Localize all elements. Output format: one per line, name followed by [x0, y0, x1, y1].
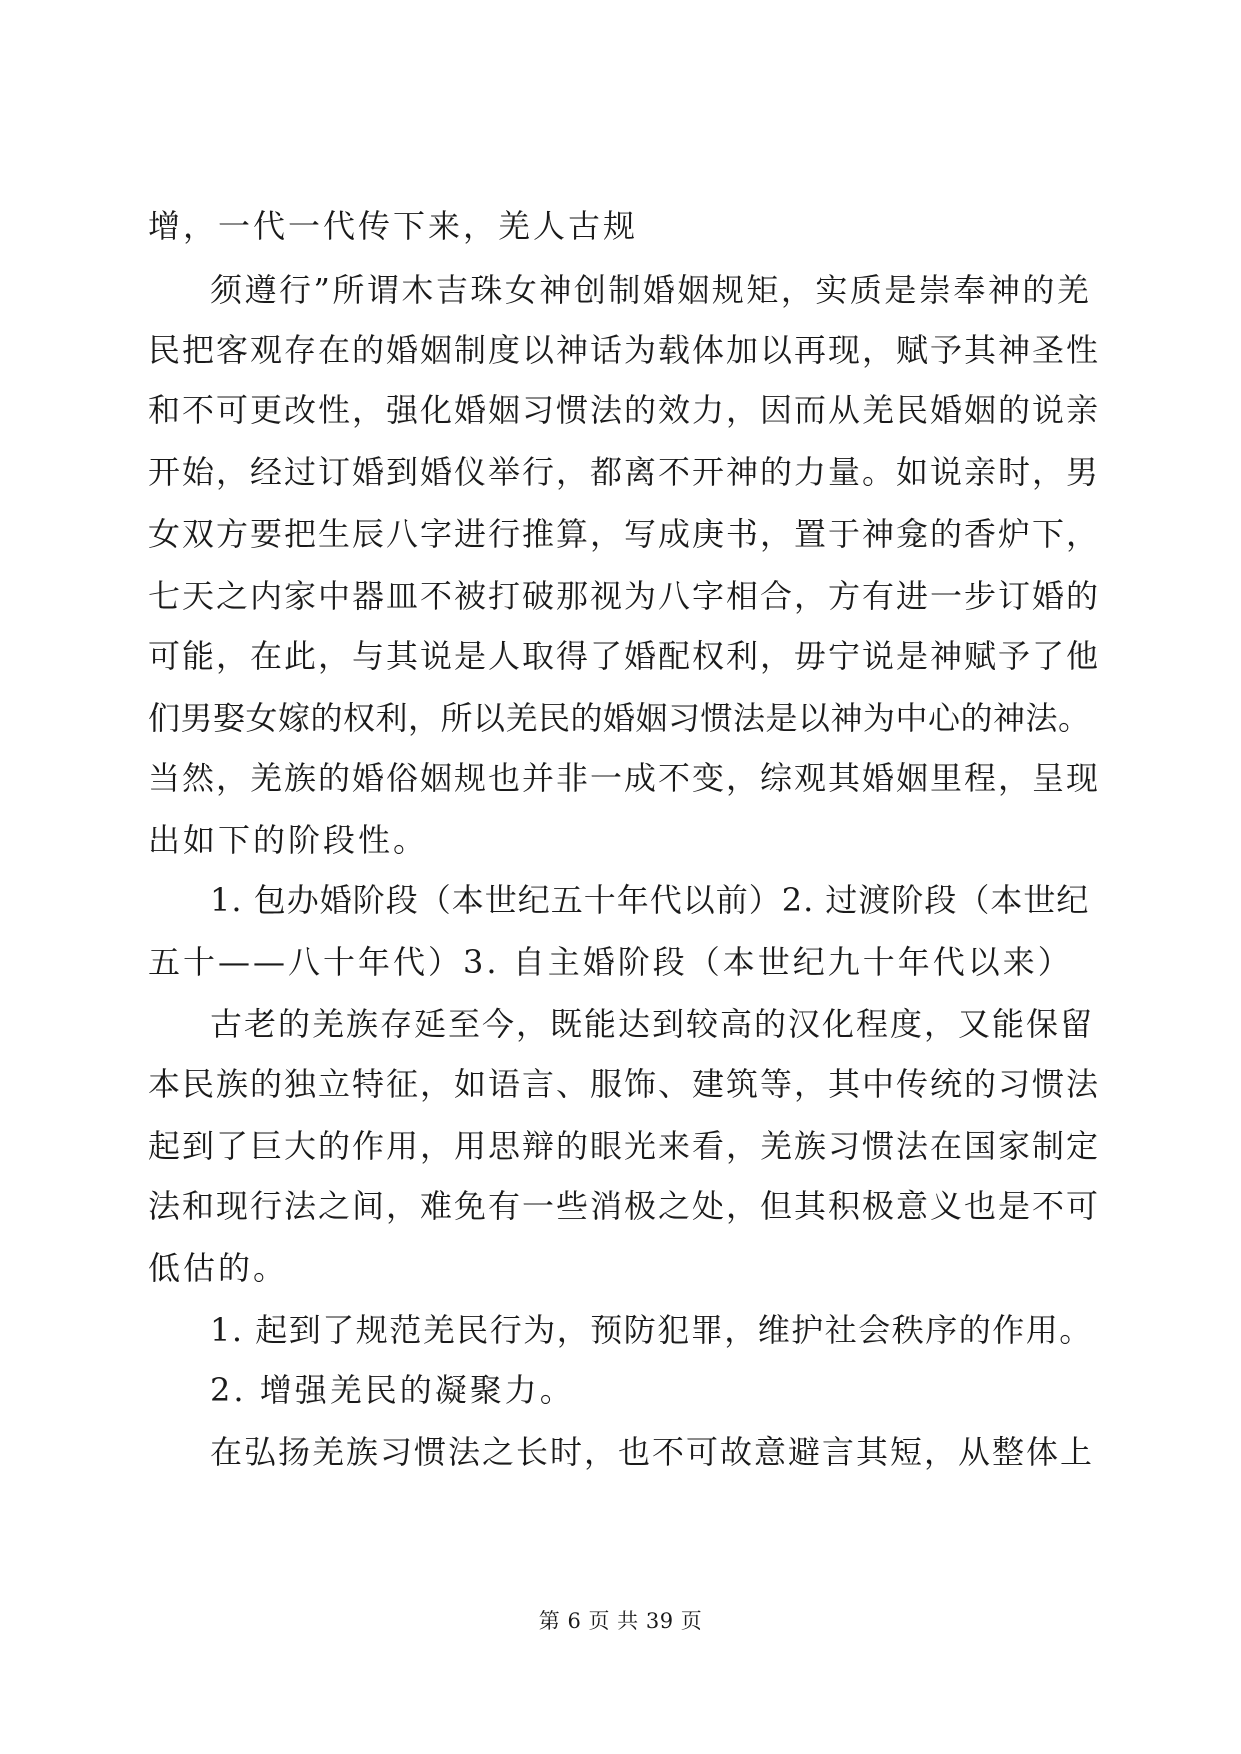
text-line: 低估的。 [148, 1249, 289, 1287]
text-line: 本民族的独立特征，如语言、服饰、建筑等，其中传统的习惯法 [148, 1065, 1101, 1103]
text-line: 须遵行”所谓木吉珠女神创制婚姻规矩，实质是崇奉神的羌 [210, 271, 1092, 309]
text-line: 法和现行法之间，难免有一些消极之处，但其积极意义也是不可 [148, 1187, 1101, 1225]
text-line: 增，一代一代传下来，羌人古规 [148, 207, 639, 245]
numbered-line: 1. 包办婚阶段（本世纪五十年代以前）2. 过渡阶段（本世纪 [210, 881, 1090, 919]
text-line: 女双方要把生辰八字进行推算，写成庚书，置于神龛的香炉下， [148, 515, 1101, 553]
page-number-footer: 第 6 页 共 39 页 [538, 1609, 703, 1633]
text-line: 七天之内家中器皿不被打破那视为八字相合，方有进一步订婚的 [148, 577, 1101, 615]
text-line: 出如下的阶段性。 [148, 821, 429, 859]
text-line: 们男娶女嫁的权利，所以羌民的婚姻习惯法是以神为中心的神法。 [148, 699, 1091, 737]
text-line: 在弘扬羌族习惯法之长时，也不可故意避言其短，从整体上 [210, 1433, 1095, 1471]
text-line: 民把客观存在的婚姻制度以神话为载体加以再现，赋予其神圣性 [148, 331, 1101, 369]
text-line: 五十——八十年代）3. 自主婚阶段（本世纪九十年代以来） [148, 943, 1073, 981]
text-line: 和不可更改性，强化婚姻习惯法的效力，因而从羌民婚姻的说亲 [148, 391, 1101, 429]
text-line: 古老的羌族存延至今，既能达到较高的汉化程度，又能保留 [210, 1005, 1095, 1043]
text-line: 起到了巨大的作用，用思辩的眼光来看，羌族习惯法在国家制定 [148, 1127, 1101, 1165]
text-line: 当然，羌族的婚俗姻规也并非一成不变，综观其婚姻里程，呈现 [148, 759, 1101, 797]
numbered-line: 2. 增强羌民的凝聚力。 [210, 1371, 575, 1409]
text-line: 可能，在此，与其说是人取得了婚配权利，毋宁说是神赋予了他 [148, 637, 1101, 675]
numbered-line: 1. 起到了规范羌民行为，预防犯罪，维护社会秩序的作用。 [210, 1311, 1093, 1349]
text-line: 开始，经过订婚到婚仪举行，都离不开神的力量。如说亲时，男 [148, 453, 1101, 491]
